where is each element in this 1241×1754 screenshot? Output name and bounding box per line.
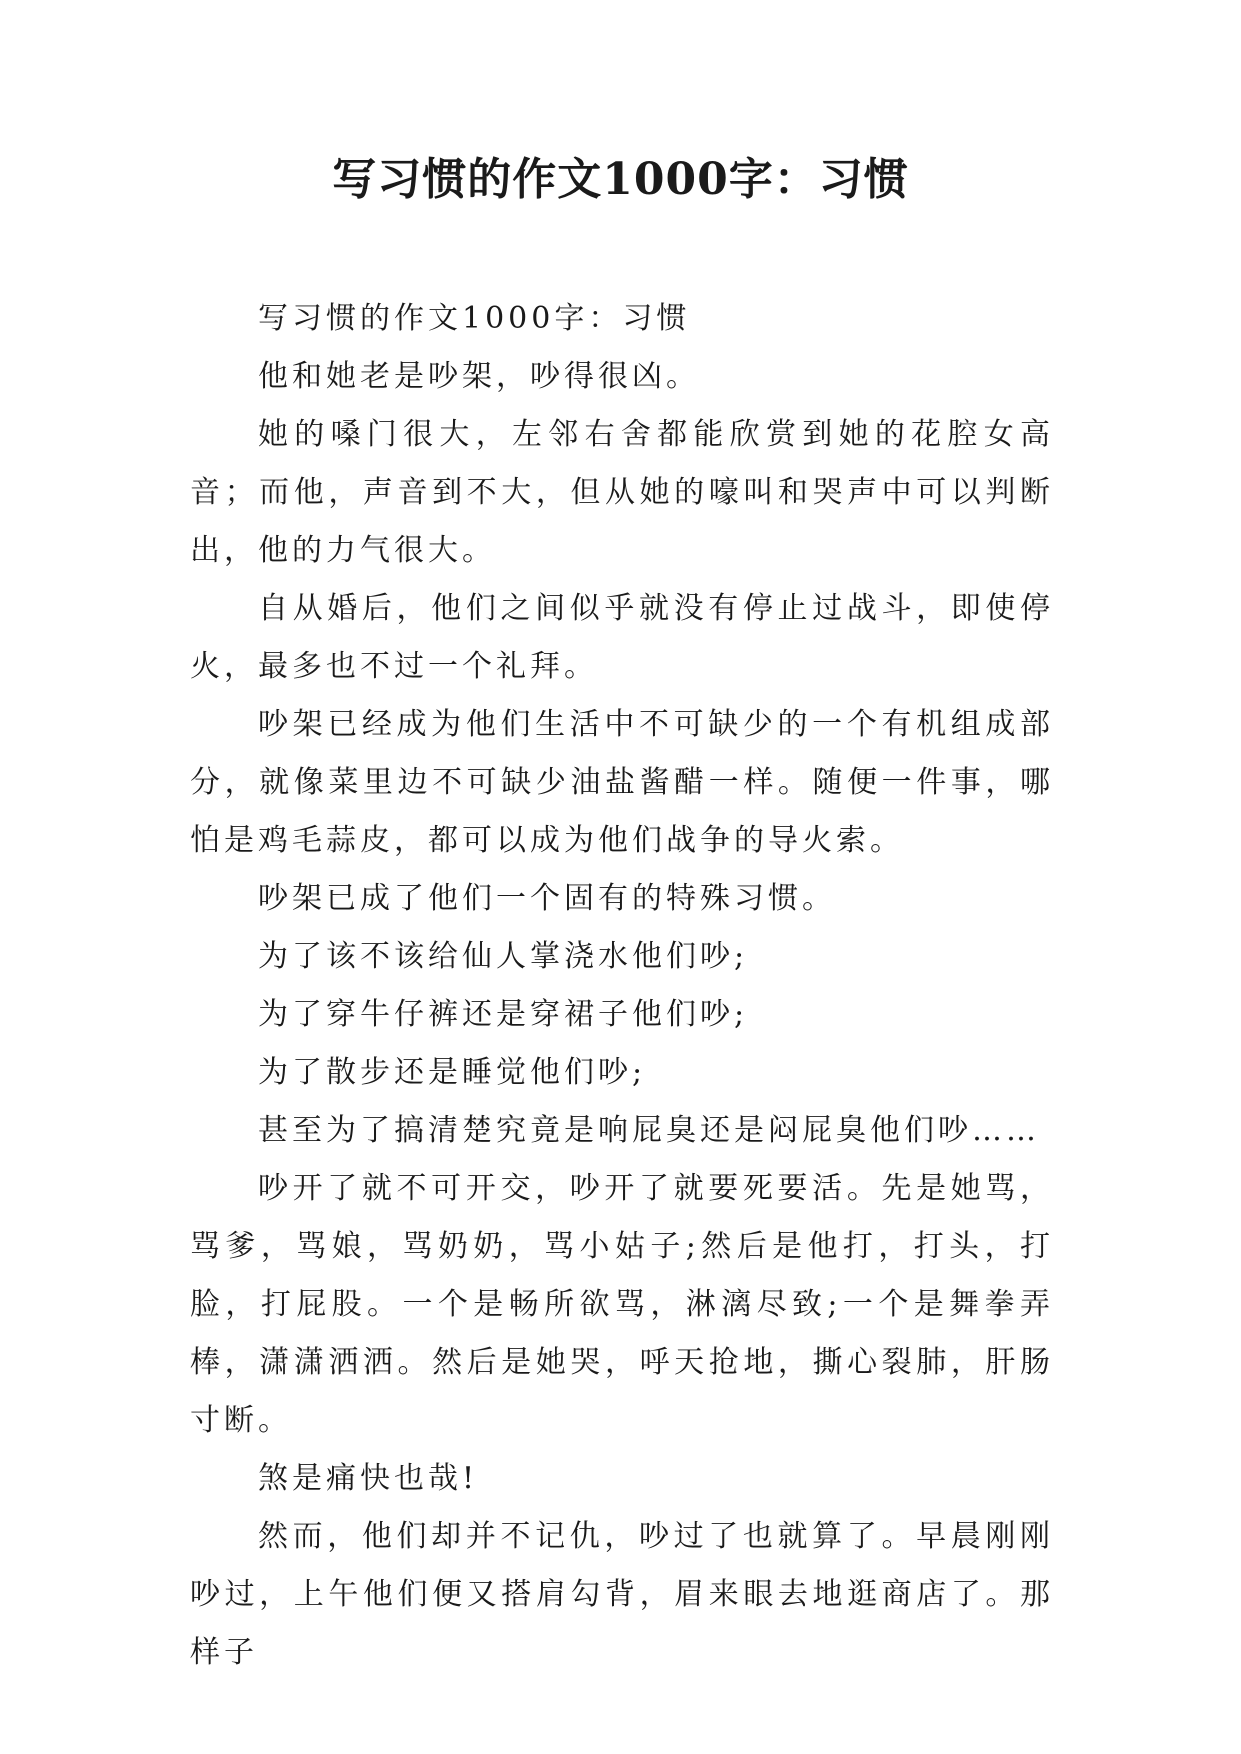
paragraph: 吵架已成了他们一个固有的特殊习惯。 xyxy=(258,881,836,916)
paragraph: 煞是痛快也哉! xyxy=(258,1461,479,1496)
paragraph: 为了散步还是睡觉他们吵; xyxy=(258,1055,647,1090)
paragraph: 然而，他们却并不记仇，吵过了也就算了。早晨刚刚吵过，上午他们便又搭肩勾背，眉来眼去地逛商店了。那样子 xyxy=(190,1519,1054,1670)
paragraph: 她的嗓门很大，左邻右舍都能欣赏到她的花腔女高音；而他，声音到不大，但从她的嚎叫和哭声中可以判断出，他的力气很大。 xyxy=(190,417,1054,568)
paragraph: 为了该不该给仙人掌浇水他们吵; xyxy=(258,939,749,974)
paragraph: 吵架已经成为他们生活中不可缺少的一个有机组成部分，就像菜里边不可缺少油盐酱醋一样。随便一件事，哪怕是鸡毛蒜皮，都可以成为他们战争的导火索。 xyxy=(190,707,1054,858)
document-title: 写习惯的作文1000字：习惯 xyxy=(332,154,909,205)
paragraph: 自从婚后，他们之间似乎就没有停止过战斗，即使停火，最多也不过一个礼拜。 xyxy=(190,591,1054,684)
document-body xyxy=(190,290,1054,1682)
paragraph: 甚至为了搞清楚究竟是响屁臭还是闷屁臭他们吵…… xyxy=(258,1113,1040,1148)
paragraph: 为了穿牛仔裤还是穿裙子他们吵; xyxy=(258,997,749,1032)
paragraph: 他和她老是吵架，吵得很凶。 xyxy=(258,359,700,394)
paragraph: 吵开了就不可开交，吵开了就要死要活。先是她骂，骂爹，骂娘，骂奶奶，骂小姑子;然后是他打，打头，打脸，打屁股。一个是畅所欲骂，淋漓尽致;一个是舞拳弄棒，潇潇洒洒。然后是她哭，呼天抢地，撕心裂肺，肝肠寸断。 xyxy=(190,1171,1054,1438)
paragraph: 写习惯的作文1000字：习惯 xyxy=(258,301,691,336)
